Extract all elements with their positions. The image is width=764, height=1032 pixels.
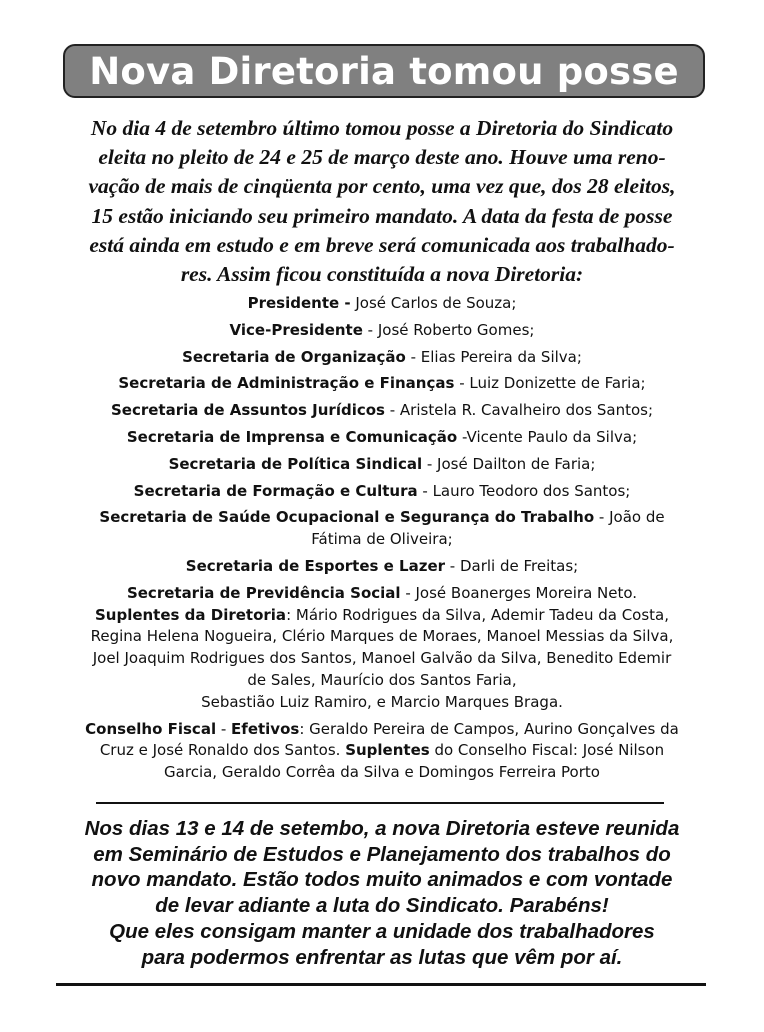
suplentes-line [40,605,724,627]
conselho-line [40,762,724,784]
role-label: Vice-Presidente [229,320,363,339]
closing-line: para podermos enfrentar as lutas que vêm por aí. [141,945,623,969]
intro-line: eleita no pleito de 24 e 25 de março deste ano. Houve uma reno- [98,145,666,170]
position-formacao [40,481,724,503]
closing-paragraph [40,816,724,970]
conselho-names: Garcia, Geraldo Corrêa da Silva e Domingos Ferreira Porto [164,763,600,782]
role-label: Secretaria de Formação e Cultura [133,481,418,500]
position-administracao [40,373,724,395]
role-label: Secretaria de Organização [182,347,406,366]
suplentes-names: Regina Helena Nogueira, Clério Marques de Moraes, Manoel Messias da Silva, [90,627,674,646]
suplentes-names: de Sales, Maurício dos Santos Faria, [247,670,517,689]
member-name: - Elias Pereira da Silva; [405,347,582,366]
intro-paragraph [40,114,724,289]
conselho-line [40,740,724,762]
bottom-divider [56,983,706,986]
member-name: - José Boanerges Moreira Neto. [400,583,638,602]
intro-line: 15 estão iniciando seu primeiro mandato. A data da festa de posse [91,203,673,228]
conselho-line [40,719,724,741]
suplentes-names: : Mário Rodrigues da Silva, Ademir Tadeu da Costa, [286,605,670,624]
board-list [40,293,724,784]
conselho-suplentes-label: Suplentes [345,741,430,760]
closing-line: Que eles consigam manter a unidade dos trabalhadores [109,919,655,943]
member-name: - Darli de Freitas; [445,556,579,575]
member-name: - Aristela R. Cavalheiro dos Santos; [384,401,654,420]
suplentes-names: Joel Joaquim Rodrigues dos Santos, Manoel Galvão da Silva, Benedito Edemir [92,649,672,668]
member-name: - João de [594,508,665,527]
member-name: - José Roberto Gomes; [362,320,535,339]
member-name: - Luiz Donizette de Faria; [454,374,646,393]
position-politica [40,454,724,476]
title-banner [63,44,705,98]
position-esportes [40,556,724,578]
position-presidente [40,293,724,315]
role-label: Secretaria de Previdência Social [126,583,401,602]
position-vice-presidente [40,320,724,342]
conselho-names: do Conselho Fiscal: José Nilson [429,741,665,760]
position-imprensa [40,427,724,449]
role-label: Secretaria de Esportes e Lazer [185,556,446,575]
conselho-names: Cruz e José Ronaldo dos Santos. [99,741,346,760]
member-name: - José Dailton de Faria; [422,454,596,473]
divider [96,802,664,804]
intro-line: No dia 4 de setembro último tomou posse a Diretoria do Sindicato [90,116,674,140]
position-saude [40,507,724,529]
role-label: Presidente - [247,294,351,312]
suplentes-names: Sebastião Luiz Ramiro, e Marcio Marques Braga. [201,692,563,711]
suplentes-line [40,648,724,670]
role-label: Secretaria de Administração e Finanças [118,374,455,393]
suplentes-label: Suplentes da Diretoria [94,605,287,624]
member-name: José Carlos de Souza; [350,294,517,312]
member-name: Fátima de Oliveira; [311,530,453,549]
closing-line: novo mandato. Estão todos muito animados e com vontade [91,868,673,892]
position-organizacao [40,347,724,369]
closing-line: em Seminário de Estudos e Planejamento dos trabalhos do [93,842,671,866]
member-name: -Vicente Paulo da Silva; [457,427,638,446]
separator: - [216,719,232,738]
conselho-label: Conselho Fiscal [85,719,217,738]
role-label: Secretaria de Imprensa e Comunicação [126,427,458,446]
role-label: Secretaria de Política Sindical [168,454,423,473]
role-label: Secretaria de Assuntos Jurídicos [110,401,385,420]
page-title: Nova Diretoria tomou posse [89,49,679,93]
suplentes-line [40,670,724,692]
position-saude-continued [40,529,724,551]
conselho-names: : Geraldo Pereira de Campos, Aurino Gonçalves da [299,719,679,738]
intro-line: está ainda em estudo e em breve será comunicada aos trabalhado- [89,232,675,257]
suplentes-line [40,626,724,648]
closing-line: de levar adiante a luta do Sindicato. Parabéns! [155,894,609,918]
intro-line: res. Assim ficou constituída a nova Diretoria: [180,262,584,287]
position-previdencia [40,583,724,605]
member-name: - Lauro Teodoro dos Santos; [417,481,631,500]
position-juridicos [40,400,724,422]
intro-line: vação de mais de cinqüenta por cento, uma vez que, dos 28 eleitos, [88,174,676,199]
suplentes-line [40,692,724,714]
efetivos-label: Efetivos [231,719,300,738]
role-label: Secretaria de Saúde Ocupacional e Segurança do Trabalho [99,508,595,527]
closing-line: Nos dias 13 e 14 de setembo, a nova Diretoria esteve reunida [84,817,680,840]
